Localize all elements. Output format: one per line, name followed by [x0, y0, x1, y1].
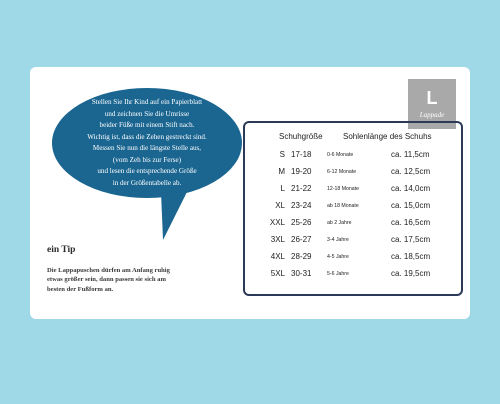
table-row — [245, 184, 461, 196]
instruction-line: (vom Zeh bis zur Ferse) — [112, 155, 182, 164]
table-row — [245, 218, 461, 230]
age-range: 4-5 Jahre — [327, 254, 349, 260]
size-label: XL — [275, 201, 285, 210]
size-range: 26-27 — [291, 235, 312, 244]
column-header-length: Sohlenlänge des Schuhs — [343, 132, 432, 141]
age-range: 12-18 Monate — [327, 186, 360, 192]
measuring-instructions — [62, 97, 232, 189]
size-label: L — [280, 184, 285, 193]
instruction-line: Stellen Sie Ihr Kind auf ein Papierblatt — [91, 98, 203, 106]
tip-title: ein Tip — [47, 245, 76, 255]
tip-line: etwas größer sein, dann passen sie sich am — [47, 276, 166, 284]
table-row — [245, 201, 461, 213]
instruction-line: Messen Sie nun die längste Stelle aus, — [92, 144, 202, 152]
tip-line: Die Lappapuschen dürfen am Anfang ruhig — [47, 267, 170, 274]
instruction-line: in der Größentabelle ab. — [112, 178, 182, 187]
table-row — [245, 150, 461, 162]
size-range: 30-31 — [291, 269, 312, 278]
age-range: 3-4 Jahre — [327, 237, 349, 243]
size-range: 28-29 — [291, 252, 312, 261]
table-row — [245, 167, 461, 179]
size-label: S — [279, 150, 285, 159]
column-header-size: Schuhgröße — [279, 132, 323, 141]
speech-bubble — [52, 88, 242, 198]
sole-length: ca. 11,5cm — [391, 150, 430, 159]
size-range: 17-18 — [291, 150, 312, 159]
sole-length: ca. 14,0cm — [391, 184, 431, 193]
instruction-line: beider Füße mit einem Stift nach. — [99, 121, 195, 129]
age-range: 6-12 Monate — [327, 169, 357, 175]
sole-length: ca. 16,5cm — [391, 218, 431, 227]
size-label: M — [278, 167, 285, 176]
instruction-line: und lesen die entsprechende Größe — [97, 167, 197, 175]
speech-bubble-tail — [149, 192, 187, 240]
size-table — [243, 121, 463, 296]
table-row — [245, 252, 461, 264]
size-label: XXL — [269, 218, 285, 227]
age-range: 5-6 Jahre — [327, 271, 349, 277]
table-row — [245, 235, 461, 247]
sole-length: ca. 18,5cm — [391, 252, 431, 261]
instruction-line: Wichtig ist, dass die Zehen gestreckt sind. — [87, 132, 207, 141]
sole-length: ca. 19,5cm — [391, 269, 431, 278]
sole-length: ca. 15,0cm — [391, 201, 431, 210]
age-range: ab 2 Jahre — [327, 220, 352, 226]
size-range: 25-26 — [291, 218, 312, 227]
size-range: 21-22 — [291, 184, 312, 193]
logo-mark: L — [426, 88, 438, 108]
sole-length: ca. 12,5cm — [391, 167, 431, 176]
age-range: 0-6 Monate — [327, 152, 354, 158]
instruction-line: und zeichnen Sie die Umrisse — [104, 109, 190, 118]
sole-length: ca. 17,5cm — [391, 235, 431, 244]
size-range: 19-20 — [291, 167, 312, 176]
table-row — [245, 269, 461, 281]
logo-name: Lappade — [419, 111, 445, 119]
size-label: 5XL — [270, 269, 285, 278]
age-range: ab 18 Monate — [327, 203, 359, 209]
tip-text — [47, 266, 232, 294]
size-label: 4XL — [270, 252, 285, 261]
size-range: 23-24 — [291, 201, 312, 210]
info-card — [30, 67, 470, 319]
size-label: 3XL — [270, 235, 285, 244]
tip-line: besten der Fußform an. — [47, 285, 114, 293]
